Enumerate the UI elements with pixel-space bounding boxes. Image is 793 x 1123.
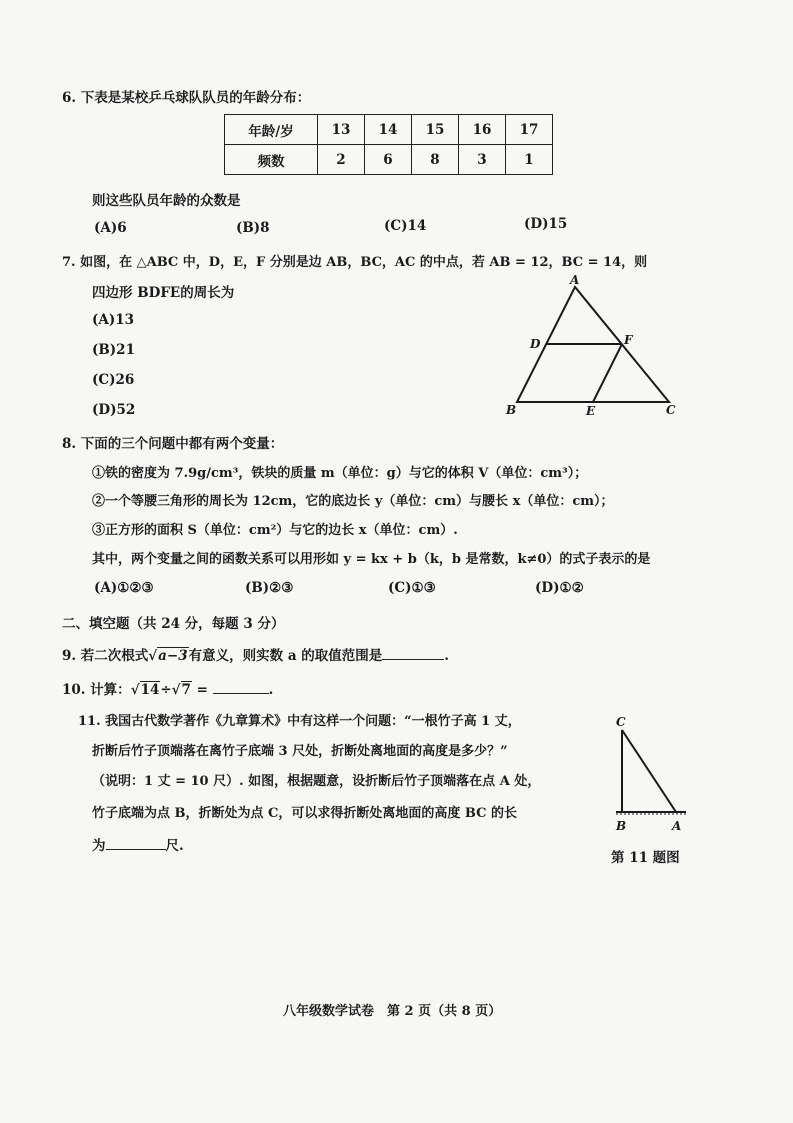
q6-stem: 6. 下表是某校乒乓球队队员的年龄分布： [62,90,311,106]
q10-radicand-1: 14 [140,682,160,698]
table-cell: 1 [506,145,553,175]
label-d: D [530,337,541,351]
q11-figure-caption: 第 11 题图 [611,850,680,866]
q6-option-c: (C)14 [384,218,427,234]
q10-prefix: 10. 计算： [62,682,131,698]
sqrt-sign: √ [148,648,158,664]
label-c: C [666,403,676,417]
q11-answer-blank[interactable] [106,849,166,850]
q8-option-b: (B)②③ [245,580,294,596]
q11-line-2: 折断后竹子顶端落在离竹子底端 3 尺处，折断处离地面的高度是多少？” [92,744,508,759]
table-cell: 3 [459,145,506,175]
sqrt-sign: √ [171,682,181,698]
section-title: 二、填空题（共 24 分，每题 3 分） [62,616,285,632]
q7-stem-line2: 四边形 BDFE的周长为 [92,285,235,301]
q10: 10. 计算：√14÷√7 = . [62,682,274,698]
table-row-ages [225,115,553,145]
q11-line-3: （说明：1 丈 = 10 尺）. 如图，根据题意，设折断后竹子顶端落在点 A 处， [92,774,541,789]
q10-divide: ÷ [160,682,172,698]
table-cell: 15 [412,115,459,145]
q7-stem-line1: 7. 如图，在 △ABC 中，D，E，F 分别是边 AB，BC，AC 的中点，若 AB = 12，BC = 14，则 [62,255,648,270]
label-a: A [672,819,682,833]
q8-item-3: ③正方形的面积 S（单位：cm²）与它的边长 x（单位：cm）. [92,523,458,538]
q10-radicand-2: 7 [181,682,191,698]
q7-triangle-figure [500,272,690,422]
table-cell: 2 [318,145,365,175]
q6-option-b: (B)8 [236,220,270,236]
label-b: B [616,819,627,833]
table-cell: 8 [412,145,459,175]
q6-option-a: (A)6 [94,220,127,236]
q8-question: 其中，两个变量之间的函数关系可以用形如 y = kx + b（k，b 是常数，k≠0）的式子表示的是 [92,552,651,567]
q11-bamboo-figure [608,712,690,836]
q11-line5-suffix: 尺. [165,838,184,854]
q11-line-4: 竹子底端为点 B，折断处为点 C，可以求得折断处离地面的高度 BC 的长 [92,806,518,821]
q7-option-b: (B)21 [92,342,135,358]
q8-item-2: ②一个等腰三角形的周长为 12cm，它的底边长 y（单位：cm）与腰长 x（单位：cm）； [92,494,614,509]
table-header-frequency: 频数 [225,145,318,175]
q8-option-a: (A)①②③ [94,580,154,596]
q7-option-c: (C)26 [92,372,135,388]
segment-ca [622,730,676,812]
table-cell: 17 [506,115,553,145]
label-b: B [506,403,517,417]
q6-option-d: (D)15 [524,216,568,232]
table-cell: 13 [318,115,365,145]
q8-option-d: (D)①② [535,580,584,596]
q6-question: 则这些队员年龄的众数是 [92,193,241,209]
q7-option-d: (D)52 [92,402,136,418]
q11-line-5 [92,834,184,854]
q8-stem: 8. 下面的三个问题中都有两个变量： [62,436,284,452]
q11-line-1: 11. 我国古代数学著作《九章算术》中有这样一个问题：“一根竹子高 1 丈， [78,714,521,729]
q9-radicand: a−3 [158,648,188,664]
midline-fe [593,344,622,402]
q9: 9. 若二次根式√a−3有意义，则实数 a 的取值范围是 . [62,648,449,664]
page-footer: 八年级数学试卷 第 2 页（共 8 页） [283,1004,502,1019]
q9-prefix: 9. 若二次根式 [62,648,149,664]
label-c: C [616,715,626,729]
q10-answer-blank[interactable] [213,693,269,694]
age-distribution-table [224,114,553,175]
q9-answer-blank[interactable] [382,659,444,660]
q8-option-c: (C)①③ [388,580,436,596]
table-header-age: 年龄/岁 [225,115,318,145]
label-e: E [586,404,596,418]
q9-suffix: 有意义，则实数 a 的取值范围是 [188,648,383,664]
table-row-freqs [225,145,553,175]
q10-equals: = [196,682,208,698]
sqrt-sign: √ [130,682,140,698]
table-cell: 6 [365,145,412,175]
q8-item-1: ①铁的密度为 7.9g/cm³，铁块的质量 m（单位：g）与它的体积 V（单位：cm³）； [92,466,588,481]
label-a: A [570,273,580,287]
q7-option-a: (A)13 [92,312,135,328]
table-cell: 14 [365,115,412,145]
label-f: F [624,333,633,347]
table-cell: 16 [459,115,506,145]
q11-line5-prefix: 为 [92,838,106,854]
